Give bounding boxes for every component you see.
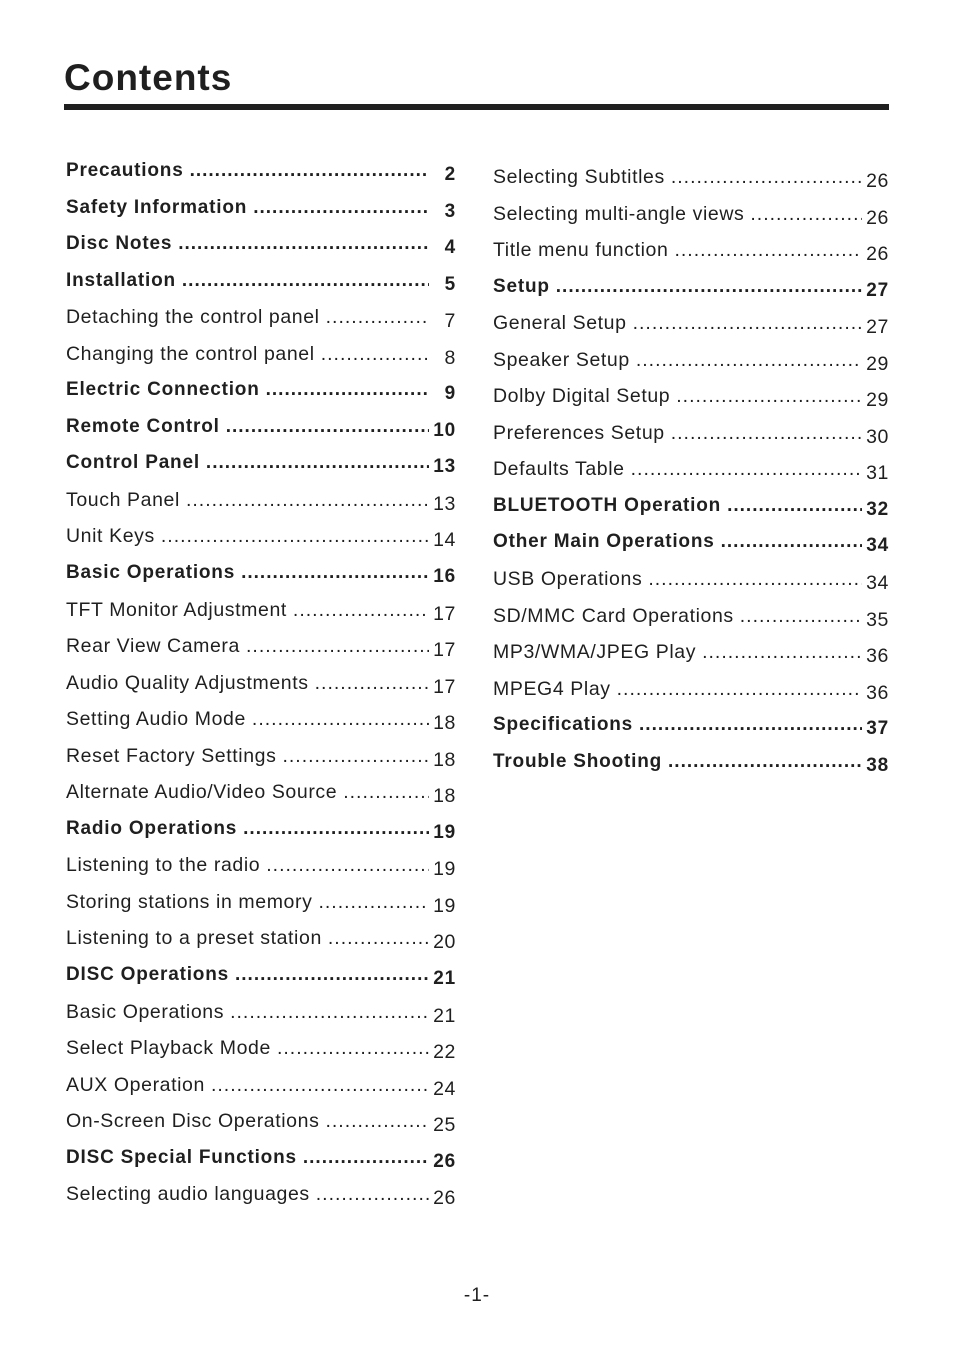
- toc-entry-title: Remote Control: [66, 415, 220, 437]
- toc-entry: [66, 818, 456, 855]
- toc-leader-dots: [226, 416, 429, 438]
- toc-leader-dots: [282, 745, 429, 768]
- toc-entry-title: Radio Operations: [66, 817, 238, 839]
- toc-entry: [493, 678, 889, 715]
- toc-leader-dots: [230, 1001, 429, 1024]
- toc-entry: [66, 1037, 456, 1074]
- toc-entry: [493, 568, 889, 605]
- toc-entry-title: Speaker Setup: [493, 348, 630, 371]
- toc-entry: [66, 1147, 456, 1184]
- toc-leader-dots: [190, 160, 429, 182]
- toc-leader-dots: [293, 599, 429, 622]
- toc-leader-dots: [671, 166, 862, 189]
- toc-leader-dots: [182, 270, 429, 292]
- toc-entry-title: TFT Monitor Adjustment: [66, 598, 287, 621]
- toc-leader-dots: [702, 641, 862, 664]
- toc-entry-title: Listening to a preset station: [66, 927, 322, 950]
- toc-entry-page: 19: [433, 821, 456, 843]
- toc-entry: [66, 452, 456, 489]
- toc-leader-dots: [266, 854, 429, 877]
- toc-leader-dots: [639, 714, 862, 736]
- toc-entry-page: 35: [866, 608, 889, 631]
- toc-entry: [66, 927, 456, 964]
- toc-entry-title: Setup: [493, 275, 550, 297]
- toc-entry: [66, 379, 456, 416]
- toc-entry: [493, 166, 889, 203]
- toc-entry: [493, 349, 889, 386]
- toc-entry-page: 19: [433, 894, 456, 917]
- toc-entry-title: Select Playback Mode: [66, 1037, 271, 1060]
- toc-entry: [66, 745, 456, 782]
- toc-right-column: [493, 166, 889, 787]
- toc-leader-dots: [186, 489, 429, 512]
- toc-leader-dots: [178, 233, 429, 255]
- toc-left-column: [66, 160, 456, 1220]
- toc-entry-title: Specifications: [493, 714, 634, 736]
- toc-entry: [493, 458, 889, 495]
- toc-entry: [66, 854, 456, 891]
- toc-entry-page: 17: [433, 675, 456, 698]
- toc-entry-title: Reset Factory Settings: [66, 744, 277, 767]
- toc-leader-dots: [161, 525, 429, 548]
- toc-leader-dots: [328, 927, 429, 950]
- toc-leader-dots: [648, 568, 862, 591]
- toc-entry: [66, 964, 456, 1001]
- toc-entry: [493, 422, 889, 459]
- toc-leader-dots: [241, 562, 429, 584]
- toc-entry-title: MPEG4 Play: [493, 677, 611, 700]
- toc-entry-title: On-Screen Disc Operations: [66, 1110, 320, 1133]
- toc-entry-title: BLUETOOTH Operation: [493, 494, 722, 516]
- toc-entry: [66, 306, 456, 343]
- toc-entry-page: 26: [433, 1187, 456, 1210]
- toc-entry-title: Precautions: [66, 160, 184, 181]
- toc-leader-dots: [252, 708, 429, 731]
- toc-leader-dots: [633, 312, 862, 335]
- toc-entry-page: 18: [433, 748, 456, 771]
- toc-leader-dots: [740, 605, 862, 628]
- toc-entry-page: 30: [866, 425, 889, 448]
- toc-entry-title: Preferences Setup: [493, 421, 665, 444]
- title-rule: [64, 104, 889, 110]
- toc-entry-title: Setting Audio Mode: [66, 708, 246, 731]
- toc-entry-page: 10: [433, 419, 456, 441]
- toc-entry-title: USB Operations: [493, 568, 643, 591]
- toc-entry-page: 2: [444, 164, 456, 185]
- toc-entry-title: AUX Operation: [66, 1073, 205, 1096]
- toc-entry: [66, 343, 456, 380]
- toc-leader-dots: [266, 379, 429, 401]
- toc-entry: [66, 599, 456, 636]
- toc-entry-title: Selecting audio languages: [66, 1183, 310, 1206]
- toc-entry: [66, 1001, 456, 1038]
- toc-entry-title: Storing stations in memory: [66, 890, 313, 913]
- toc-entry-page: 4: [444, 237, 456, 259]
- toc-leader-dots: [246, 635, 429, 658]
- toc-entry: [493, 714, 889, 751]
- toc-entry: [66, 1183, 456, 1220]
- toc-entry: [493, 495, 889, 532]
- toc-entry: [493, 312, 889, 349]
- toc-entry-page: 8: [444, 346, 456, 369]
- toc-leader-dots: [235, 964, 429, 986]
- toc-leader-dots: [636, 349, 862, 372]
- toc-entry-page: 36: [866, 645, 889, 668]
- toc-entry: [66, 635, 456, 672]
- toc-leader-dots: [556, 276, 862, 298]
- toc-entry-page: 38: [866, 754, 889, 776]
- toc-entry-page: 27: [866, 279, 889, 301]
- toc-leader-dots: [277, 1037, 429, 1060]
- toc-entry-page: 24: [433, 1077, 456, 1100]
- toc-entry-page: 29: [866, 389, 889, 412]
- toc-entry: [66, 562, 456, 599]
- toc-entry: [66, 708, 456, 745]
- toc-leader-dots: [326, 306, 429, 329]
- toc-entry-title: Control Panel: [66, 452, 200, 474]
- toc-leader-dots: [631, 458, 862, 481]
- toc-entry-page: 18: [433, 785, 456, 808]
- toc-entry: [66, 781, 456, 818]
- toc-entry-title: MP3/WMA/JPEG Play: [493, 641, 697, 664]
- toc-entry-title: Installation: [66, 269, 176, 291]
- toc-entry-page: 37: [866, 718, 889, 740]
- toc-entry-page: 36: [866, 681, 889, 704]
- toc-entry-page: 26: [433, 1150, 456, 1172]
- toc-entry-page: 3: [444, 200, 456, 222]
- toc-entry-page: 16: [433, 566, 456, 588]
- toc-entry-title: Disc Notes: [66, 233, 173, 255]
- toc-entry-page: 27: [866, 316, 889, 339]
- toc-entry-page: 5: [444, 273, 456, 295]
- toc-entry-title: Listening to the radio: [66, 854, 261, 877]
- toc-entry: [66, 672, 456, 709]
- toc-entry-title: General Setup: [493, 312, 627, 335]
- toc-leader-dots: [303, 1147, 429, 1169]
- toc-entry-title: Audio Quality Adjustments: [66, 671, 309, 694]
- toc-entry-title: Dolby Digital Setup: [493, 385, 671, 408]
- toc-leader-dots: [325, 1110, 429, 1133]
- toc-entry-page: 32: [866, 498, 889, 520]
- toc-entry-title: Basic Operations: [66, 562, 236, 584]
- toc-entry-page: 26: [866, 206, 889, 229]
- toc-entry-page: 13: [433, 492, 456, 515]
- toc-entry-title: Touch Panel: [66, 488, 180, 511]
- toc-entry-title: Other Main Operations: [493, 531, 715, 553]
- toc-entry-page: 31: [866, 462, 889, 485]
- toc-entry-title: Safety Information: [66, 196, 248, 218]
- toc-entry-page: 25: [433, 1114, 456, 1137]
- toc-leader-dots: [321, 343, 429, 366]
- toc-entry: [66, 891, 456, 928]
- toc-entry: [66, 270, 456, 307]
- toc-entry-title: Unit Keys: [66, 525, 155, 548]
- toc-leader-dots: [206, 452, 429, 474]
- toc-entry-page: 20: [433, 931, 456, 954]
- toc-entry-page: 17: [433, 602, 456, 625]
- toc-entry-title: Defaults Table: [493, 458, 625, 481]
- toc-entry-page: 7: [444, 310, 456, 333]
- toc-entry-page: 26: [866, 170, 889, 192]
- toc-leader-dots: [315, 672, 429, 695]
- page-title: Contents: [64, 57, 233, 98]
- toc-entry-page: 17: [433, 639, 456, 662]
- toc-entry: [66, 160, 456, 197]
- toc-leader-dots: [343, 781, 429, 804]
- toc-entry: [493, 531, 889, 568]
- toc-entry-page: 34: [866, 535, 889, 557]
- toc-leader-dots: [617, 678, 862, 701]
- toc-leader-dots: [668, 751, 862, 773]
- toc-entry: [493, 751, 889, 788]
- toc-entry: [493, 203, 889, 240]
- toc-entry-title: Electric Connection: [66, 379, 260, 401]
- toc-entry-title: SD/MMC Card Operations: [493, 604, 734, 627]
- toc-leader-dots: [721, 531, 862, 553]
- toc-leader-dots: [243, 818, 429, 840]
- toc-entry-page: 21: [433, 1004, 456, 1027]
- toc-entry-page: 21: [433, 968, 456, 990]
- toc-entry-title: DISC Special Functions: [66, 1146, 297, 1168]
- toc-entry-page: 9: [444, 383, 456, 405]
- toc-entry: [493, 239, 889, 276]
- toc-entry-page: 22: [433, 1041, 456, 1064]
- toc-entry-page: 26: [866, 243, 889, 266]
- toc-entry-title: Selecting Subtitles: [493, 166, 665, 188]
- toc-entry-page: 13: [433, 456, 456, 478]
- toc-leader-dots: [674, 239, 862, 262]
- toc-entry-title: Trouble Shooting: [493, 750, 663, 772]
- toc-entry: [66, 416, 456, 453]
- toc-entry-title: Detaching the control panel: [66, 306, 320, 329]
- toc-entry-page: 18: [433, 712, 456, 735]
- toc-entry: [66, 489, 456, 526]
- toc-entry-title: Changing the control panel: [66, 342, 315, 365]
- toc-entry-title: DISC Operations: [66, 964, 229, 986]
- toc-leader-dots: [318, 891, 429, 914]
- toc-leader-dots: [211, 1074, 429, 1097]
- toc-entry-title: Selecting multi-angle views: [493, 202, 745, 225]
- toc-entry: [66, 1110, 456, 1147]
- toc-entry: [493, 641, 889, 678]
- toc-entry: [493, 605, 889, 642]
- toc-leader-dots: [316, 1183, 429, 1206]
- toc-leader-dots: [671, 422, 862, 445]
- toc-entry: [66, 233, 456, 270]
- toc-entry-page: 14: [433, 529, 456, 552]
- toc-entry-page: 19: [433, 858, 456, 881]
- toc-entry: [66, 197, 456, 234]
- toc-entry-title: Alternate Audio/Video Source: [66, 781, 338, 804]
- toc-leader-dots: [253, 197, 429, 219]
- toc-entry: [66, 525, 456, 562]
- page-number: -1-: [463, 1285, 491, 1306]
- toc-entry: [493, 385, 889, 422]
- toc-entry: [66, 1074, 456, 1111]
- toc-leader-dots: [750, 203, 862, 226]
- toc-leader-dots: [727, 495, 862, 517]
- toc-entry-title: Title menu function: [493, 239, 669, 262]
- toc-entry-page: 29: [866, 352, 889, 375]
- toc-leader-dots: [676, 385, 862, 408]
- toc-entry-title: Rear View Camera: [66, 635, 240, 658]
- toc-entry: [493, 276, 889, 313]
- toc-entry-page: 34: [866, 572, 889, 595]
- toc-entry-title: Basic Operations: [66, 1000, 225, 1023]
